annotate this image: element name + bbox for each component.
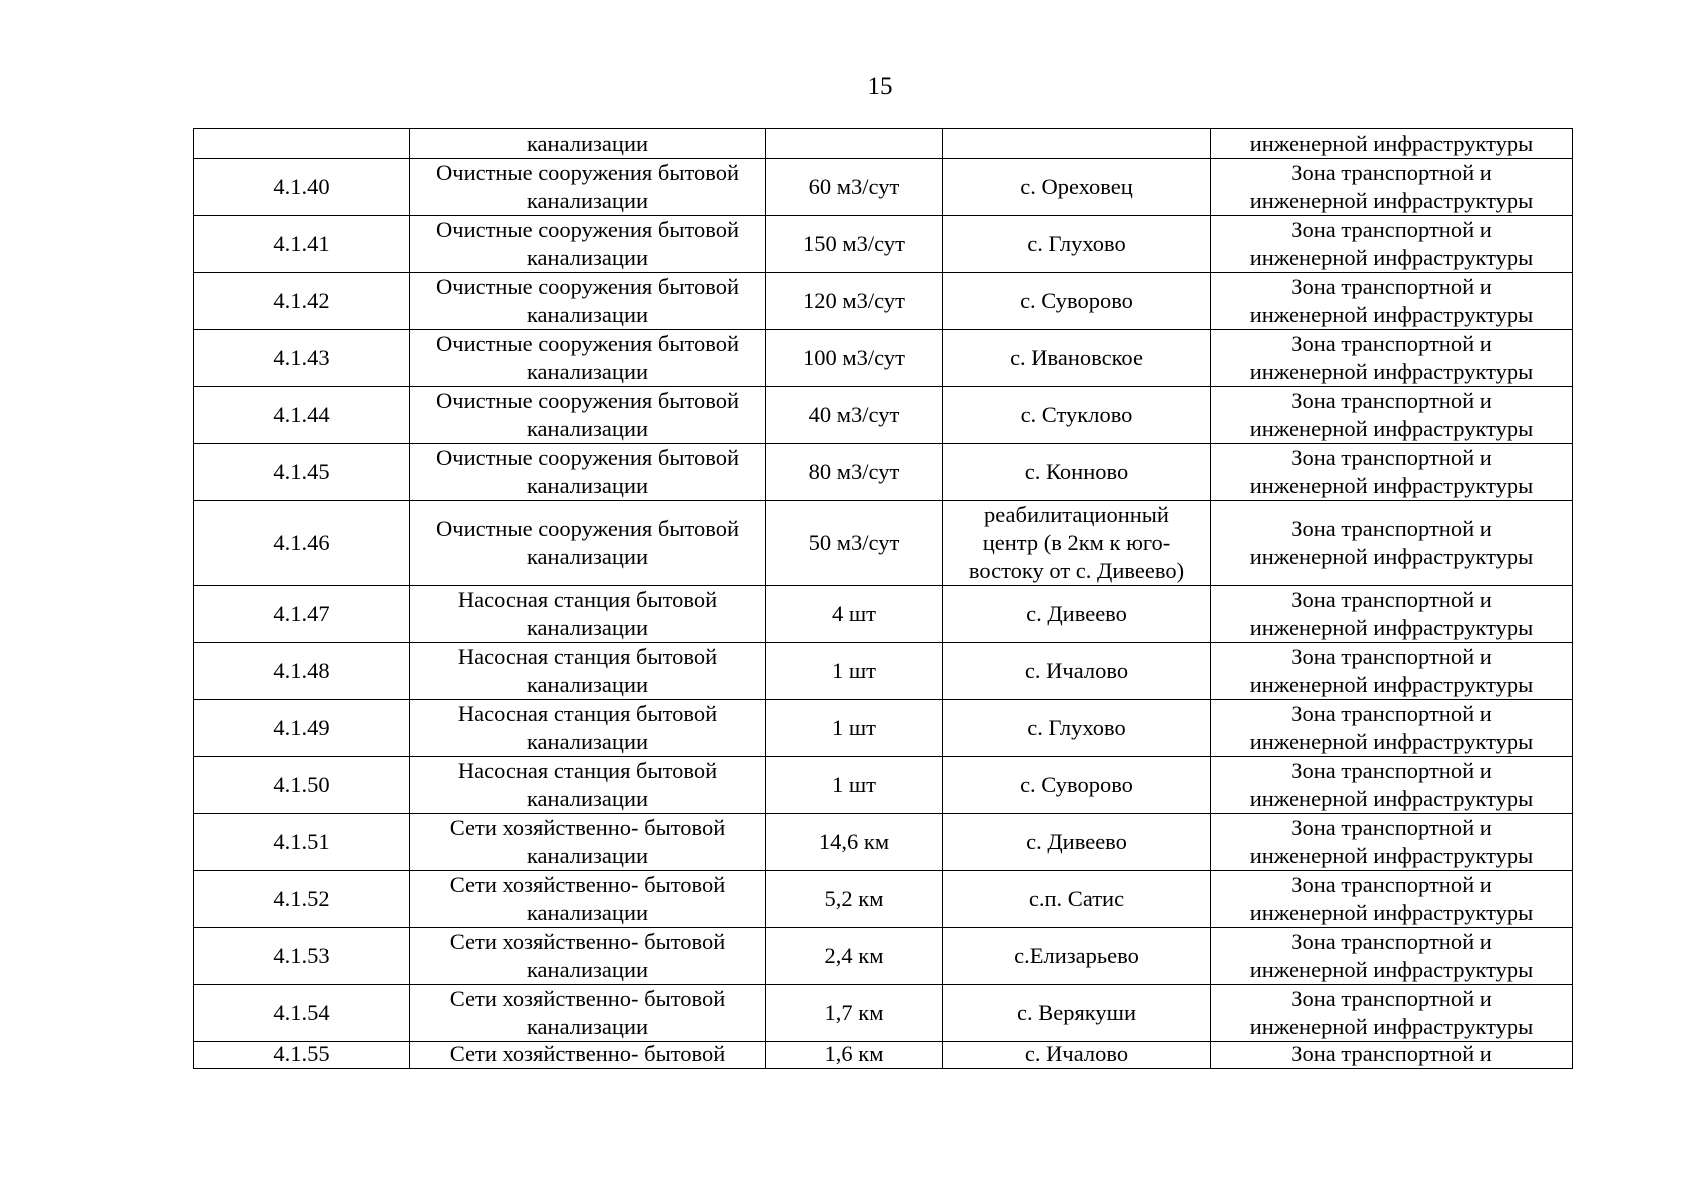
cell-location [943, 129, 1211, 159]
cell-location: с. Суворово [943, 273, 1211, 330]
cell-zone: Зона транспортной и инженерной инфраструктуры [1211, 330, 1573, 387]
table-row [194, 387, 1573, 444]
cell-capacity: 100 м3/сут [766, 330, 943, 387]
cell-capacity: 40 м3/сут [766, 387, 943, 444]
cell-object: Насосная станция бытовой канализации [410, 586, 766, 643]
cell-capacity: 80 м3/сут [766, 444, 943, 501]
cell-object: Очистные сооружения бытовой канализации [410, 330, 766, 387]
cell-capacity: 60 м3/сут [766, 159, 943, 216]
cell-location: с.п. Сатис [943, 871, 1211, 928]
table-row [194, 501, 1573, 586]
cell-number: 4.1.44 [194, 387, 410, 444]
cell-location: с. Стуклово [943, 387, 1211, 444]
cell-location: с. Глухово [943, 700, 1211, 757]
cell-number: 4.1.42 [194, 273, 410, 330]
cell-capacity: 1 шт [766, 643, 943, 700]
table-row [194, 216, 1573, 273]
cell-zone: Зона транспортной и инженерной инфраструктуры [1211, 643, 1573, 700]
cell-zone: инженерной инфраструктуры [1211, 129, 1573, 159]
cell-object: Насосная станция бытовой канализации [410, 757, 766, 814]
cell-number: 4.1.45 [194, 444, 410, 501]
cell-zone: Зона транспортной и инженерной инфраструктуры [1211, 444, 1573, 501]
cell-number [194, 129, 410, 159]
cell-number: 4.1.54 [194, 985, 410, 1042]
cell-number: 4.1.50 [194, 757, 410, 814]
cell-number: 4.1.52 [194, 871, 410, 928]
cell-number: 4.1.46 [194, 501, 410, 586]
cell-zone: Зона транспортной и инженерной инфраструктуры [1211, 159, 1573, 216]
cell-object: Сети хозяйственно- бытовой канализации [410, 928, 766, 985]
cell-zone: Зона транспортной и [1211, 1042, 1573, 1069]
table-row [194, 700, 1573, 757]
cell-location: с. Конново [943, 444, 1211, 501]
table-row [194, 643, 1573, 700]
table-row [194, 586, 1573, 643]
cell-object: Очистные сооружения бытовой канализации [410, 216, 766, 273]
cell-zone: Зона транспортной и инженерной инфраструктуры [1211, 216, 1573, 273]
cell-zone: Зона транспортной и инженерной инфраструктуры [1211, 586, 1573, 643]
cell-object: Очистные сооружения бытовой канализации [410, 501, 766, 586]
cell-location: с. Глухово [943, 216, 1211, 273]
cell-number: 4.1.48 [194, 643, 410, 700]
cell-zone: Зона транспортной и инженерной инфраструктуры [1211, 501, 1573, 586]
cell-capacity: 1,6 км [766, 1042, 943, 1069]
table-row [194, 985, 1573, 1042]
cell-zone: Зона транспортной и инженерной инфраструктуры [1211, 387, 1573, 444]
table-row [194, 129, 1573, 159]
cell-object: Сети хозяйственно- бытовой [410, 1042, 766, 1069]
table-row [194, 330, 1573, 387]
cell-object: Насосная станция бытовой канализации [410, 643, 766, 700]
cell-zone: Зона транспортной и инженерной инфраструктуры [1211, 700, 1573, 757]
infrastructure-table [193, 128, 1573, 1069]
cell-zone: Зона транспортной и инженерной инфраструктуры [1211, 985, 1573, 1042]
cell-capacity: 50 м3/сут [766, 501, 943, 586]
table-row [194, 1042, 1573, 1069]
cell-capacity: 4 шт [766, 586, 943, 643]
cell-location: с. Ивановское [943, 330, 1211, 387]
cell-zone: Зона транспортной и инженерной инфраструктуры [1211, 273, 1573, 330]
cell-number: 4.1.55 [194, 1042, 410, 1069]
cell-object: Сети хозяйственно- бытовой канализации [410, 985, 766, 1042]
cell-capacity: 1,7 км [766, 985, 943, 1042]
cell-object: Сети хозяйственно- бытовой канализации [410, 814, 766, 871]
cell-location: с.Елизарьево [943, 928, 1211, 985]
cell-capacity: 5,2 км [766, 871, 943, 928]
cell-number: 4.1.43 [194, 330, 410, 387]
table-row [194, 871, 1573, 928]
cell-location: с. Дивеево [943, 586, 1211, 643]
cell-zone: Зона транспортной и инженерной инфраструктуры [1211, 928, 1573, 985]
cell-location: реабилитационный центр (в 2км к юго- востоку от с. Дивеево) [943, 501, 1211, 586]
cell-object: Сети хозяйственно- бытовой канализации [410, 871, 766, 928]
cell-capacity: 1 шт [766, 757, 943, 814]
cell-capacity: 150 м3/сут [766, 216, 943, 273]
cell-location: с. Ичалово [943, 643, 1211, 700]
cell-capacity [766, 129, 943, 159]
table-row [194, 814, 1573, 871]
cell-object: Очистные сооружения бытовой канализации [410, 387, 766, 444]
cell-location: с. Ореховец [943, 159, 1211, 216]
cell-object: Очистные сооружения бытовой канализации [410, 273, 766, 330]
cell-number: 4.1.47 [194, 586, 410, 643]
cell-zone: Зона транспортной и инженерной инфраструктуры [1211, 757, 1573, 814]
cell-location: с. Ичалово [943, 1042, 1211, 1069]
table-body [194, 129, 1573, 1069]
cell-number: 4.1.40 [194, 159, 410, 216]
table-row [194, 928, 1573, 985]
cell-number: 4.1.49 [194, 700, 410, 757]
table-row [194, 444, 1573, 501]
cell-object: Очистные сооружения бытовой канализации [410, 444, 766, 501]
cell-object: Насосная станция бытовой канализации [410, 700, 766, 757]
cell-number: 4.1.51 [194, 814, 410, 871]
cell-object: канализации [410, 129, 766, 159]
cell-number: 4.1.53 [194, 928, 410, 985]
cell-location: с. Верякуши [943, 985, 1211, 1042]
cell-capacity: 14,6 км [766, 814, 943, 871]
cell-number: 4.1.41 [194, 216, 410, 273]
cell-zone: Зона транспортной и инженерной инфраструктуры [1211, 871, 1573, 928]
cell-object: Очистные сооружения бытовой канализации [410, 159, 766, 216]
table-row [194, 757, 1573, 814]
page-number: 15 [867, 73, 893, 100]
cell-location: с. Дивеево [943, 814, 1211, 871]
cell-capacity: 120 м3/сут [766, 273, 943, 330]
cell-location: с. Суворово [943, 757, 1211, 814]
cell-capacity: 2,4 км [766, 928, 943, 985]
table-row [194, 159, 1573, 216]
table-row [194, 273, 1573, 330]
cell-capacity: 1 шт [766, 700, 943, 757]
cell-zone: Зона транспортной и инженерной инфраструктуры [1211, 814, 1573, 871]
